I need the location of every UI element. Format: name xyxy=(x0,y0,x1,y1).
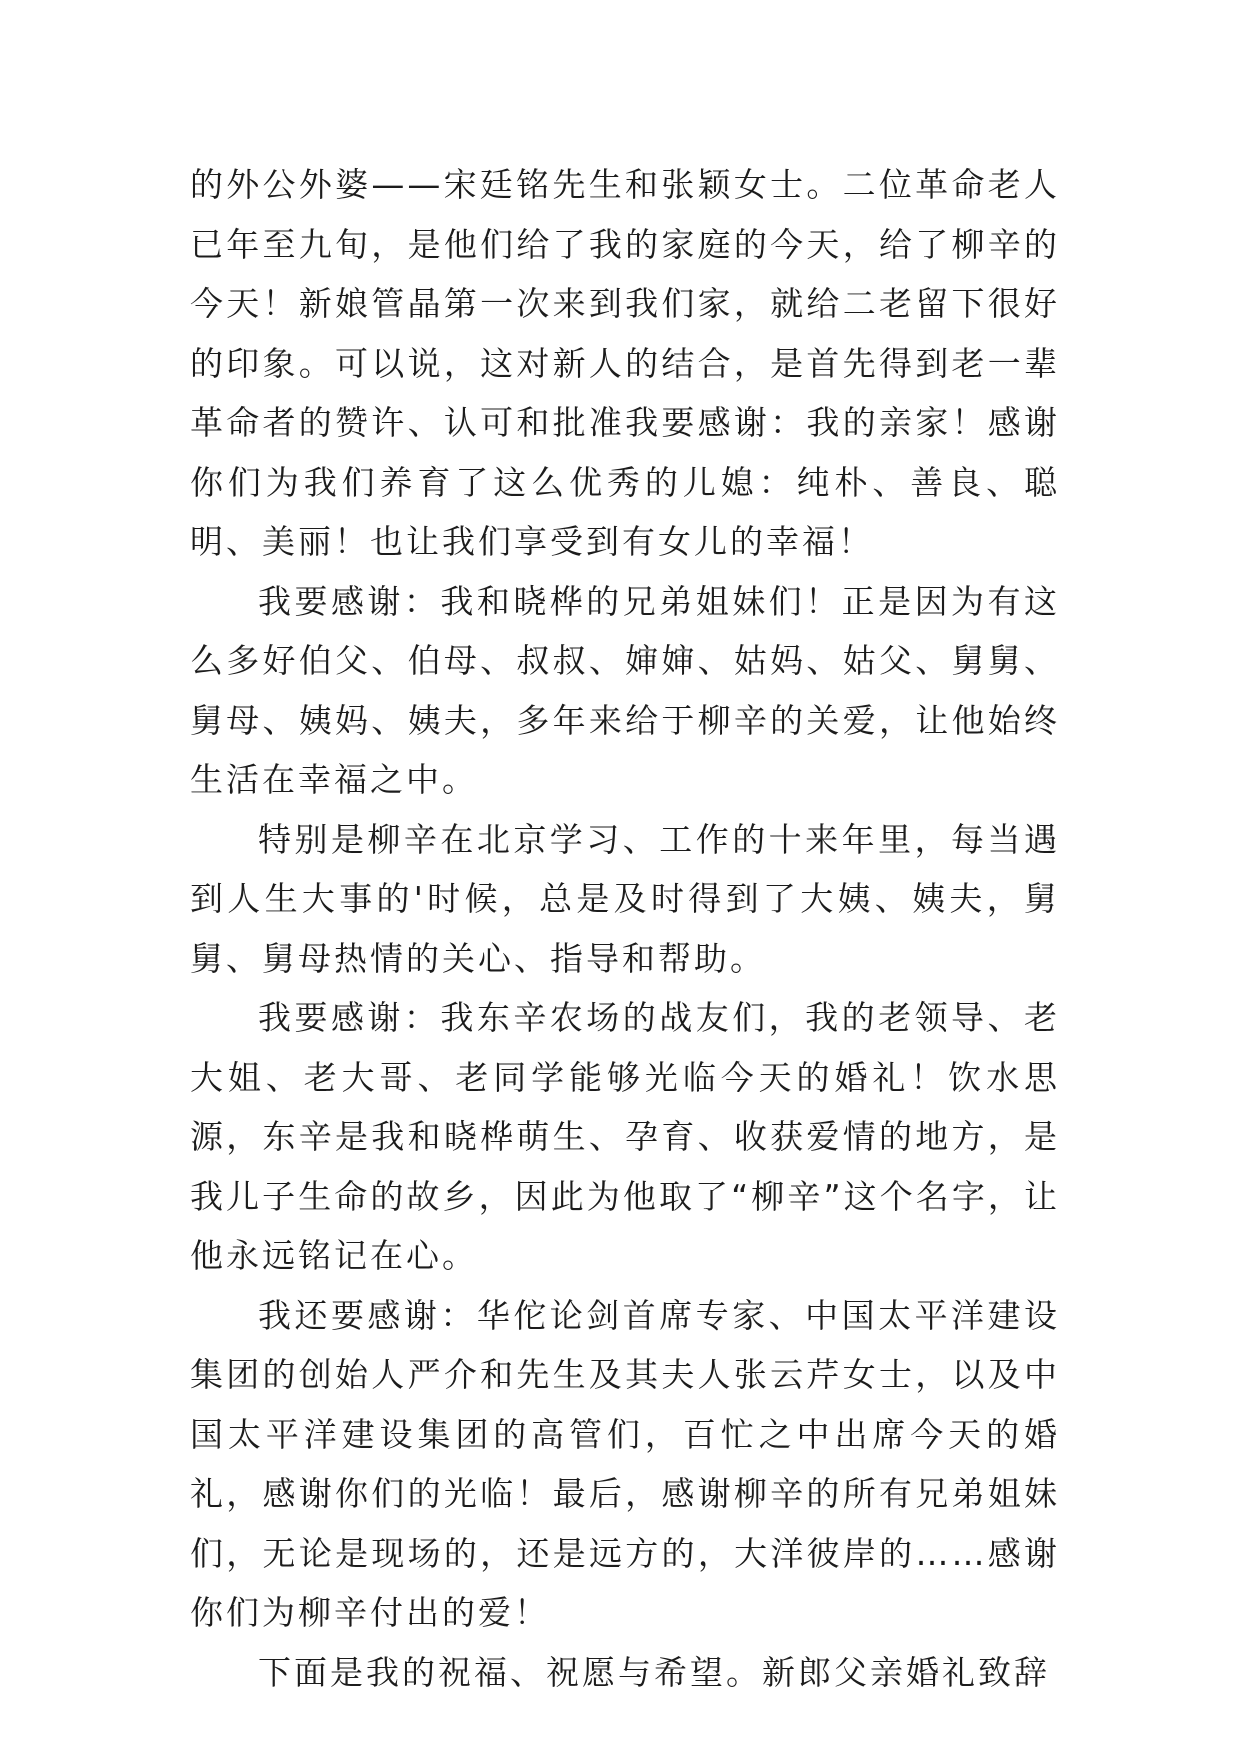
document-body xyxy=(190,155,1060,1702)
paragraph-beijing: 特别是柳辛在北京学习、工作的十来年里，每当遇到人生大事的'时候，总是及时得到了大姨、姨夫，舅舅、舅母热情的关心、指导和帮助。 xyxy=(190,819,1060,978)
paragraph-closing: 下面是我的祝福、祝愿与希望。新郎父亲婚礼致辞 xyxy=(258,1652,1050,1692)
paragraph-thanks-siblings: 我要感谢：我和晓桦的兄弟姐妹们！正是因为有这么多好伯父、伯母、叔叔、婶婶、姑妈、姑父、舅舅、舅母、姨妈、姨夫，多年来给于柳辛的关爱，让他始终生活在幸福之中。 xyxy=(190,581,1060,799)
paragraph-thanks-comrades: 我要感谢：我东辛农场的战友们，我的老领导、老大姐、老大哥、老同学能够光临今天的婚礼！饮水思源，东辛是我和晓桦萌生、孕育、收获爱情的地方，是我儿子生命的故乡，因此为他取了“柳辛”这个名字，让他永远铭记在心。 xyxy=(190,998,1060,1275)
paragraph-continuation: 的外公外婆——宋廷铭先生和张颖女士。二位革命老人已年至九旬，是他们给了我的家庭的今天，给了柳辛的今天！新娘管晶第一次来到我们家，就给二老留下很好的印象。可以说，这对新人的结合，是首先得到老一辈革命者的赞许、认可和批准我要感谢：我的亲家！感谢你们为我们养育了这么优秀的儿媳：纯朴、善良、聪明、美丽！也让我们享受到有女儿的幸福！ xyxy=(190,165,1060,561)
paragraph-thanks-guests: 我还要感谢：华佗论剑首席专家、中国太平洋建设集团的创始人严介和先生及其夫人张云芹女士，以及中国太平洋建设集团的高管们，百忙之中出席今天的婚礼，感谢你们的光临！最后，感谢柳辛的所有兄弟姐妹们，无论是现场的，还是远方的，大洋彼岸的……感谢你们为柳辛付出的爱！ xyxy=(190,1295,1060,1632)
